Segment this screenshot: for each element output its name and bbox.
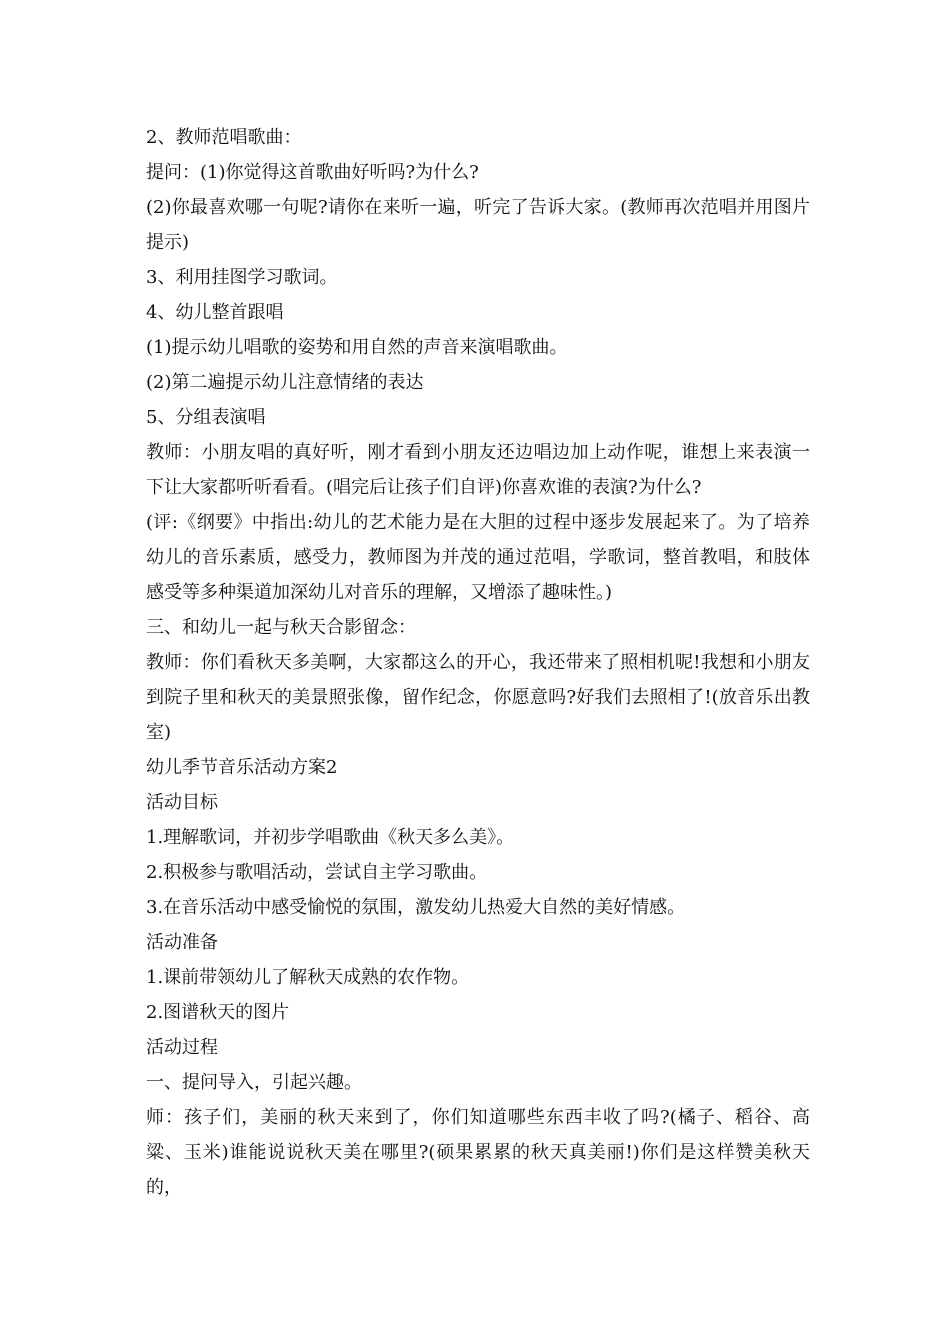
document-page — [146, 120, 810, 1205]
paragraph-plan-2-title: 幼儿季节音乐活动方案2 — [146, 757, 338, 778]
paragraph-process-heading: 活动过程 — [146, 1037, 218, 1058]
paragraph-preparation-heading: 活动准备 — [146, 932, 218, 953]
paragraph-commentary: (评:《纲要》中指出:幼儿的艺术能力是在大胆的过程中逐步发展起来了。为了培养幼儿的音乐素质，感受力，教师图为并茂的通过范唱，学歌词，整首教唱，和肢体感受等多种渠道加深幼儿对音乐的理解，又增添了趣味性。) — [146, 512, 810, 603]
paragraph-question-1: 提问：(1)你觉得这首歌曲好听吗?为什么? — [146, 162, 479, 183]
paragraph-question-2: (2)你最喜欢哪一句呢?请你在来听一遍，听完了告诉大家。(教师再次范唱并用图片提示) — [146, 197, 810, 253]
paragraph-step-4-heading: 4、幼儿整首跟唱 — [146, 302, 284, 323]
paragraph-goal-1: 1.理解歌词，并初步学唱歌曲《秋天多么美》。 — [146, 827, 515, 848]
paragraph-preparation-2: 2.图谱秋天的图片 — [146, 1002, 290, 1023]
paragraph-step-2-heading: 2、教师范唱歌曲： — [146, 127, 302, 148]
paragraph-process-step-1: 一、提问导入，引起兴趣。 — [146, 1072, 362, 1093]
paragraph-step-4-item-2: (2)第二遍提示幼儿注意情绪的表达 — [146, 372, 424, 393]
paragraph-preparation-1: 1.课前带领幼儿了解秋天成熟的农作物。 — [146, 967, 470, 988]
paragraph-teacher-performance: 教师：小朋友唱的真好听，刚才看到小朋友还边唱边加上动作呢，谁想上来表演一下让大家都听听看看。(唱完后让孩子们自评)你喜欢谁的表演?为什么? — [146, 442, 810, 498]
paragraph-teacher-photo: 教师：你们看秋天多美啊，大家都这么的开心，我还带来了照相机呢!我想和小朋友到院子里和秋天的美景照张像，留作纪念，你愿意吗?好我们去照相了!(放音乐出教室) — [146, 652, 810, 743]
paragraph-step-5-heading: 5、分组表演唱 — [146, 407, 266, 428]
paragraph-step-4-item-1: (1)提示幼儿唱歌的姿势和用自然的声音来演唱歌曲。 — [146, 337, 568, 358]
paragraph-goal-3: 3.在音乐活动中感受愉悦的氛围，激发幼儿热爱大自然的美好情感。 — [146, 897, 686, 918]
paragraph-step-3-heading: 3、利用挂图学习歌词。 — [146, 267, 338, 288]
paragraph-goals-heading: 活动目标 — [146, 792, 218, 813]
paragraph-teacher-intro: 师：孩子们，美丽的秋天来到了，你们知道哪些东西丰收了吗?(橘子、稻谷、高粱、玉米)谁能说说秋天美在哪里?(硕果累累的秋天真美丽!)你们是这样赞美秋天的， — [146, 1107, 810, 1198]
paragraph-goal-2: 2.积极参与歌唱活动，尝试自主学习歌曲。 — [146, 862, 488, 883]
paragraph-section-3-heading: 三、和幼儿一起与秋天合影留念： — [146, 617, 416, 638]
